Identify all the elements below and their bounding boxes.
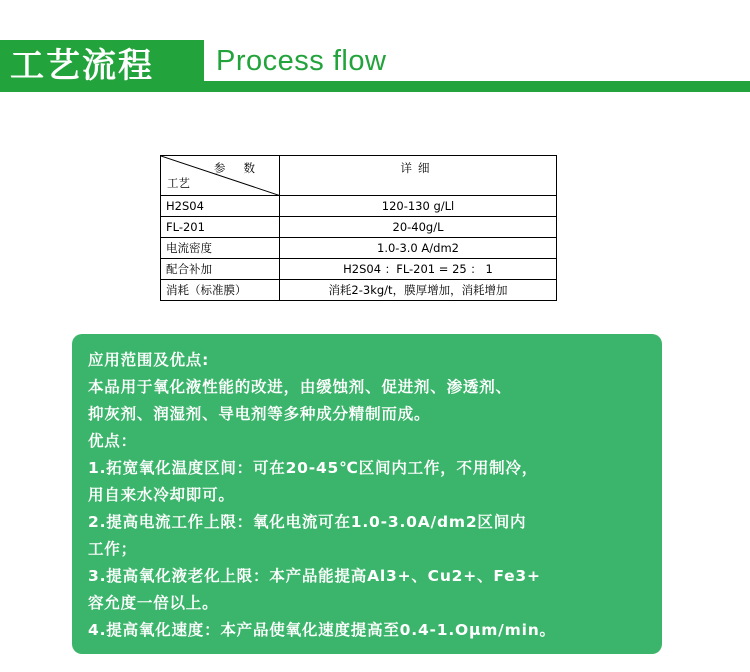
info-line: 抑灰剂、润湿剂、导电剂等多种成分精制而成。 [88,405,431,423]
info-line: 1.拓宽氧化温度区间：可在20-45℃区间内工作，不用制冷， [88,459,539,477]
info-line: 本品用于氧化液性能的改进，由缓蚀剂、促进剂、渗透剂、 [88,378,512,396]
info-line: 工作； [88,540,137,558]
application-advantages-box [72,334,662,654]
table-row [161,280,557,301]
row-value: 消耗2-3kg/t，膜厚增加，消耗增加 [280,280,557,301]
info-line: 容允度一倍以上。 [88,594,219,612]
info-line: 用自来水冷却即可。 [88,486,235,504]
table-row [161,217,557,238]
row-label: 电流密度 [161,238,280,259]
row-label: FL-201 [161,217,280,238]
info-line: 应用范围及优点: [88,351,210,369]
row-value: 120-130 g/Ll [280,196,557,217]
row-label: 消耗（标准膜） [161,280,280,301]
header-title-badge [0,40,204,92]
row-label: H2S04 [161,196,280,217]
row-label: 配合补加 [161,259,280,280]
row-value: 1.0-3.0 A/dm2 [280,238,557,259]
info-line: 优点： [88,432,137,450]
header-param-label: 参数 [214,161,273,175]
table-row [161,196,557,217]
header-detail-label: 详细 [280,156,557,196]
header-process-label: 工艺 [167,176,190,190]
header-title-cn: 工艺流程 [10,46,154,86]
table-row [161,259,557,280]
process-parameter-table [160,155,557,301]
table-row [161,238,557,259]
info-line: 3.提高氧化液老化上限：本产品能提高Al3+、Cu2+、Fe3+ [88,567,541,585]
table-header-row [161,156,557,196]
info-line: 2.提高电流工作上限：氧化电流可在1.0-3.0A/dm2区间内 [88,513,527,531]
row-value: 20-40g/L [280,217,557,238]
section-header [0,40,750,92]
header-title-en: Process flow [216,45,387,77]
row-value: H2S04 ：FL-201 = 25 ： 1 [280,259,557,280]
info-line: 4.提高氧化速度：本产品使氧化速度提高至0.4-1.Oμm/min。 [88,621,556,639]
table-corner-cell [161,156,280,196]
